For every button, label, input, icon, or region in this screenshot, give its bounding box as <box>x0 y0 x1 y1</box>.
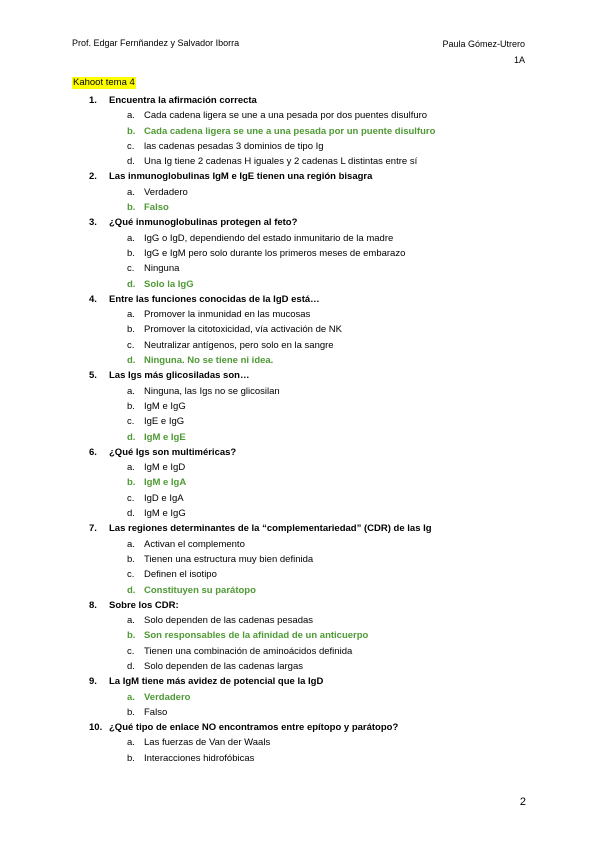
question-number: 5. <box>89 370 97 382</box>
question <box>72 215 542 230</box>
page-number: 2 <box>519 796 526 808</box>
answer-option <box>72 552 542 567</box>
answer-option <box>72 384 542 399</box>
option-text: IgD e IgA <box>144 492 184 504</box>
answer-option <box>72 735 542 750</box>
question <box>72 521 542 536</box>
option-letter: d. <box>127 660 135 672</box>
question-text: La IgM tiene más avidez de potencial que la IgD <box>109 676 324 688</box>
answer-option <box>72 491 542 506</box>
option-letter: a. <box>127 232 135 244</box>
option-letter: a. <box>127 737 135 749</box>
question-number: 4. <box>89 293 97 305</box>
question-list <box>72 93 542 766</box>
student-group: 1A <box>513 55 525 65</box>
answer-option <box>72 659 542 674</box>
option-text: Ninguna. No se tiene ni idea. <box>144 355 274 367</box>
option-text: Constituyen su parátopo <box>144 584 256 596</box>
answer-option <box>72 108 542 123</box>
answer-option-correct <box>72 200 542 215</box>
student-name: Paula Gómez-Utrero <box>442 39 525 49</box>
option-letter: b. <box>127 247 135 259</box>
option-letter: a. <box>127 186 135 198</box>
answer-option <box>72 261 542 276</box>
option-letter: d. <box>127 431 136 443</box>
answer-option <box>72 338 542 353</box>
answer-option-correct <box>72 124 542 139</box>
option-letter: b. <box>127 553 135 565</box>
answer-option <box>72 246 542 261</box>
option-text: IgG o IgD, dependiendo del estado inmunitario de la madre <box>144 232 394 244</box>
answer-option-correct <box>72 628 542 643</box>
option-text: Ninguna <box>144 263 180 275</box>
answer-option-correct <box>72 475 542 490</box>
option-text: Solo dependen de las cadenas pesadas <box>144 615 314 627</box>
question-number: 10. <box>89 722 103 734</box>
option-text: IgM e IgE <box>144 431 186 443</box>
question <box>72 169 542 184</box>
answer-option <box>72 414 542 429</box>
question-text: ¿Qué tipo de enlace NO encontramos entre epítopo y parátopo? <box>109 722 399 734</box>
answer-option <box>72 460 542 475</box>
option-text: Verdadero <box>144 691 191 703</box>
question <box>72 674 542 689</box>
option-text: Una Ig tiene 2 cadenas H iguales y 2 cadenas L distintas entre sí <box>144 156 418 168</box>
option-letter: b. <box>127 125 136 137</box>
question <box>72 93 542 108</box>
option-text: Tienen una estructura muy bien definida <box>144 553 314 565</box>
question <box>72 292 542 307</box>
option-text: Falso <box>144 706 168 718</box>
answer-option <box>72 139 542 154</box>
option-letter: b. <box>127 706 135 718</box>
option-letter: a. <box>127 538 135 550</box>
answer-option-correct <box>72 277 542 292</box>
option-letter: b. <box>127 752 135 764</box>
answer-option <box>72 399 542 414</box>
option-text: IgM e IgG <box>144 508 186 520</box>
option-letter: a. <box>127 691 135 703</box>
answer-option-correct <box>72 583 542 598</box>
question-number: 3. <box>89 217 97 229</box>
question-text: Las Igs más glicosiladas son… <box>109 370 250 382</box>
question-text: Sobre los CDR: <box>109 599 179 611</box>
option-text: Son responsables de la afinidad de un anticuerpo <box>144 630 369 642</box>
question <box>72 445 542 460</box>
question-number: 6. <box>89 446 97 458</box>
question-text: Las regiones determinantes de la “complementariedad” (CDR) de las Ig <box>109 523 432 535</box>
option-letter: b. <box>127 630 136 642</box>
option-text: Promover la citotoxicidad, vía activación de NK <box>144 324 343 336</box>
option-text: Falso <box>144 202 169 214</box>
answer-option-correct <box>72 430 542 445</box>
option-letter: c. <box>127 492 135 504</box>
answer-option <box>72 537 542 552</box>
option-text: Las fuerzas de Van der Waals <box>144 737 271 749</box>
quiz-content <box>72 72 542 766</box>
option-text: IgG e IgM pero solo durante los primeros meses de embarazo <box>144 247 406 259</box>
question-text: Entre las funciones conocidas de la IgD está… <box>109 293 320 305</box>
question-number: 7. <box>89 523 97 535</box>
option-letter: c. <box>127 569 135 581</box>
option-letter: c. <box>127 339 135 351</box>
answer-option <box>72 322 542 337</box>
option-letter: b. <box>127 324 135 336</box>
question-number: 8. <box>89 599 97 611</box>
answer-option-correct <box>72 690 542 705</box>
option-text: Definen el isotipo <box>144 569 217 581</box>
option-text: las cadenas pesadas 3 dominios de tipo Ig <box>144 140 324 152</box>
option-letter: c. <box>127 645 135 657</box>
option-text: Promover la inmunidad en las mucosas <box>144 309 311 321</box>
question <box>72 598 542 613</box>
quiz-title: Kahoot tema 4 <box>73 77 135 88</box>
option-letter: a. <box>127 385 135 397</box>
option-text: Interacciones hidrofóbicas <box>144 752 255 764</box>
option-letter: d. <box>127 584 136 596</box>
option-text: Verdadero <box>144 186 188 198</box>
option-text: IgE e IgG <box>144 416 185 428</box>
option-text: Neutralizar antígenos, pero solo en la sangre <box>144 339 334 351</box>
question-number: 1. <box>89 95 97 106</box>
option-text: Solo la IgG <box>144 278 194 290</box>
question <box>72 720 542 735</box>
option-letter: c. <box>127 416 135 428</box>
option-text: Activan el complemento <box>144 538 245 550</box>
answer-option <box>72 613 542 628</box>
answer-option <box>72 705 542 720</box>
answer-option <box>72 751 542 766</box>
option-letter: a. <box>127 110 135 122</box>
option-text: Solo dependen de las cadenas largas <box>144 660 303 672</box>
answer-option-correct <box>72 353 542 368</box>
option-text: IgM e IgA <box>144 477 187 489</box>
option-letter: d. <box>127 156 135 168</box>
option-text: IgM e IgG <box>144 400 186 412</box>
option-letter: d. <box>127 278 136 290</box>
answer-option <box>72 644 542 659</box>
option-text: Tienen una combinación de aminoácidos definida <box>144 645 353 657</box>
option-text: Cada cadena ligera se une a una pesada por un puente disulfuro <box>144 125 436 137</box>
answer-option <box>72 307 542 322</box>
option-letter: b. <box>127 202 136 214</box>
header-student <box>442 36 525 68</box>
question-text: ¿Qué inmunoglobulinas protegen al feto? <box>109 217 298 229</box>
option-text: Ninguna, las Igs no se glicosilan <box>144 385 280 397</box>
option-letter: b. <box>127 477 136 489</box>
answer-option <box>72 506 542 521</box>
option-letter: b. <box>127 400 135 412</box>
question-text: Las inmunoglobulinas IgM e IgE tienen una región bisagra <box>109 171 373 183</box>
answer-option <box>72 154 542 169</box>
option-letter: c. <box>127 263 135 275</box>
answer-option <box>72 231 542 246</box>
question-text: Encuentra la afirmación correcta <box>109 95 257 106</box>
question <box>72 368 542 383</box>
header-authors: Prof. Edgar Fernñandez y Salvador Iborra <box>72 38 240 48</box>
answer-option <box>72 567 542 582</box>
question-number: 2. <box>89 171 97 183</box>
option-letter: d. <box>127 355 136 367</box>
question-text: ¿Qué Igs son multiméricas? <box>109 446 237 458</box>
question-number: 9. <box>89 676 97 688</box>
option-letter: c. <box>127 140 135 152</box>
option-letter: a. <box>127 309 135 321</box>
option-letter: a. <box>127 462 135 474</box>
option-letter: d. <box>127 508 135 520</box>
option-letter: a. <box>127 615 135 627</box>
option-text: Cada cadena ligera se une a una pesada por dos puentes disulfuro <box>144 110 428 122</box>
answer-option <box>72 185 542 200</box>
option-text: IgM e IgD <box>144 462 186 474</box>
